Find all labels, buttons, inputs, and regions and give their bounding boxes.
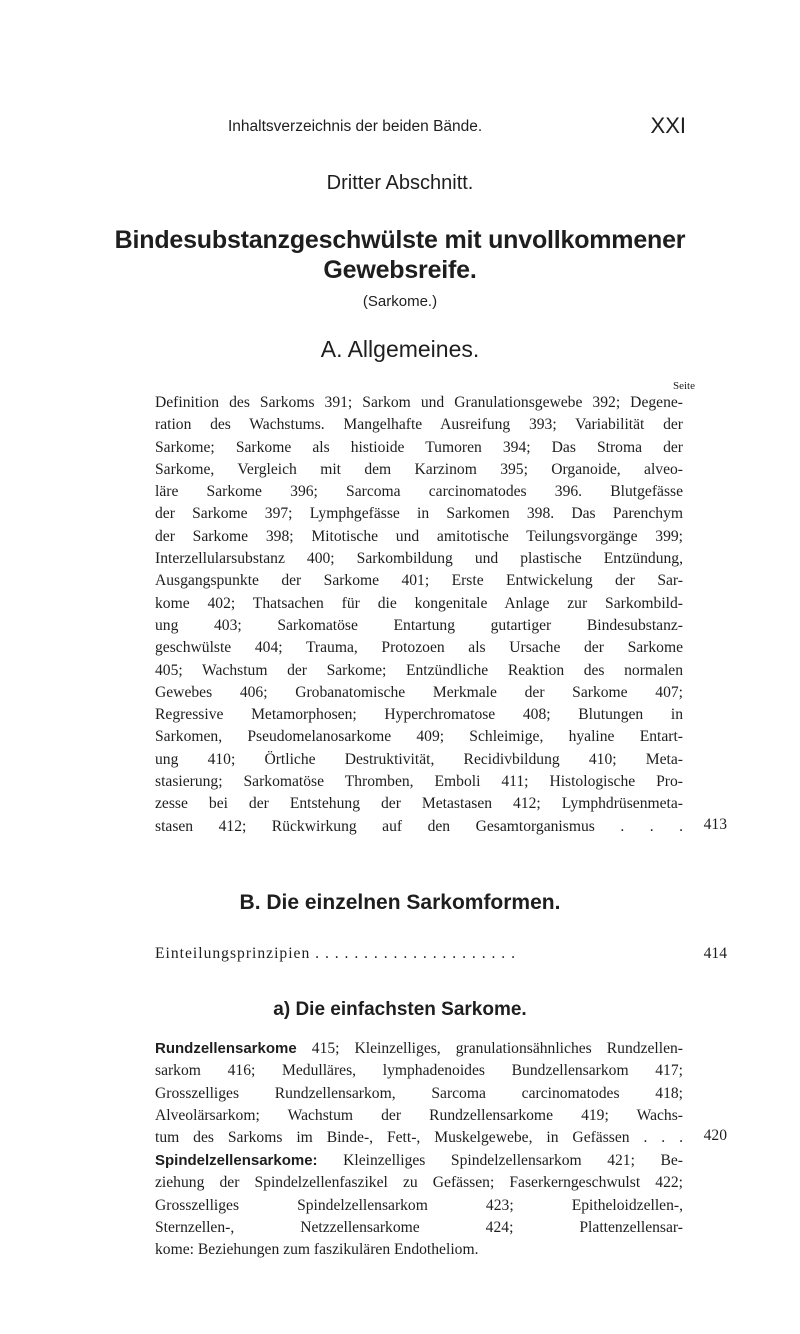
text-line: ung 410; Örtliche Destruktivität, Recidivbildung 410; Meta-	[155, 750, 683, 768]
page-number: XXI	[650, 113, 686, 138]
chapter-title-line-2: Gewebsreife.	[323, 256, 477, 284]
section-title: Dritter Abschnitt.	[326, 172, 474, 194]
text-line: ziehung der Spindelzellenfaszikel zu Gefässen; Faserkerngeschwulst 422;	[155, 1174, 683, 1192]
paragraph-spindelzellensarkome	[155, 1150, 683, 1261]
text-line: kome: Beziehungen zum faszikulären Endotheliom.	[155, 1241, 479, 1259]
chapter-subtitle: (Sarkome.)	[362, 293, 438, 310]
text-line: ung 403; Sarkomatöse Entartung gutartiger Bindesubstanz-	[155, 616, 683, 634]
page-ref: 413	[703, 816, 727, 833]
text-line: zesse bei der Entstehung der Metastasen 412; Lymphdrüsenmeta-	[155, 795, 683, 813]
text-line: Interzellularsubstanz 400; Sarkombildung und plastische Entzündung,	[155, 550, 683, 568]
text-line: Grosszelliges Rundzellensarkom, Sarcoma carcinomatodes 418;	[155, 1084, 683, 1102]
text-line: Alveolärsarkom; Wachstum der Rundzellensarkome 419; Wachs-	[155, 1106, 683, 1124]
entry-text: Kleinzelliges Spindelzellensarkom 421; Be-	[343, 1152, 683, 1169]
heading-a: A. Allgemeines.	[320, 336, 480, 362]
text-line: läre Sarkome 396; Sarcoma carcinomatodes 396. Blutgefässe	[155, 483, 683, 501]
text-line: Regressive Metamorphosen; Hyperchromatose 408; Blutungen in	[155, 706, 683, 724]
running-head: Inhaltsverzeichnis der beiden Bände.	[228, 118, 483, 135]
entry-text: 415; Kleinzelliges, granulationsähnliches Rundzellen-	[311, 1040, 683, 1057]
text-line: Sternzellen-, Netzzellensarkome 424; Plattenzellensar-	[155, 1218, 683, 1236]
text-line: Sarkomen, Pseudomelanosarkome 409; Schleimige, hyaline Entart-	[155, 728, 683, 746]
text-line: ration des Wachstums. Mangelhafte Ausreifung 393; Variabilität der	[155, 416, 683, 434]
text-line: Grosszelliges Spindelzellensarkom 423; Epitheloidzellen-,	[155, 1196, 683, 1214]
paragraph-allgemeines	[155, 392, 683, 838]
text-line: stasen 412; Rückwirkung auf den Gesamtorganismus . . .	[155, 817, 683, 835]
seite-label: Seite	[673, 380, 695, 392]
page-ref: 420	[703, 1127, 727, 1144]
text-line: Definition des Sarkoms 391; Sarkom und Granulationsgewebe 392; Degene-	[155, 394, 683, 411]
paragraph-rundzellensarkome	[155, 1038, 683, 1149]
text-line: kome 402; Thatsachen für die kongenitale Anlage zur Sarkombild-	[155, 594, 683, 612]
text-line	[155, 1150, 683, 1172]
heading-c: a) Die einfachsten Sarkome.	[273, 999, 527, 1020]
chapter-title-line-1: Bindesubstanzgeschwülste mit unvollkommener	[114, 226, 686, 254]
text-line	[155, 1038, 683, 1060]
toc-entry-einteilungsprinzipien: Einteilungsprinzipien . . . . . . . . . . . . . . . . . . . . .	[155, 945, 516, 962]
text-line: der Sarkome 397; Lymphgefässe in Sarkomen 398. Das Parenchym	[155, 505, 683, 523]
page-ref: 414	[703, 945, 727, 962]
entry-lead: Spindelzellensarkome:	[155, 1152, 318, 1169]
text-line: sarkom 416; Medulläres, lymphadenoides Bundzellensarkom 417;	[155, 1062, 683, 1080]
text-line: 405; Wachstum der Sarkome; Entzündliche Reaktion des normalen	[155, 661, 683, 679]
heading-b: B. Die einzelnen Sarkomformen.	[239, 891, 561, 914]
text-line: stasierung; Sarkomatöse Thromben, Emboli 411; Histologische Pro-	[155, 773, 683, 791]
text-line: Sarkome, Vergleich mit dem Karzinom 395; Organoide, alveo-	[155, 460, 683, 478]
text-line: tum des Sarkoms im Binde-, Fett-, Muskelgewebe, in Gefässen . . .	[155, 1129, 683, 1147]
text-line: geschwülste 404; Trauma, Protozoen als Ursache der Sarkome	[155, 639, 683, 657]
text-line: Sarkome; Sarkome als histioide Tumoren 394; Das Stroma der	[155, 438, 683, 456]
text-line: der Sarkome 398; Mitotische und amitotische Teilungsvorgänge 399;	[155, 527, 683, 545]
text-line: Ausgangspunkte der Sarkome 401; Erste Entwickelung der Sar-	[155, 572, 683, 590]
entry-lead: Rundzellensarkome	[155, 1040, 297, 1057]
text-line: Gewebes 406; Grobanatomische Merkmale der Sarkome 407;	[155, 683, 683, 701]
